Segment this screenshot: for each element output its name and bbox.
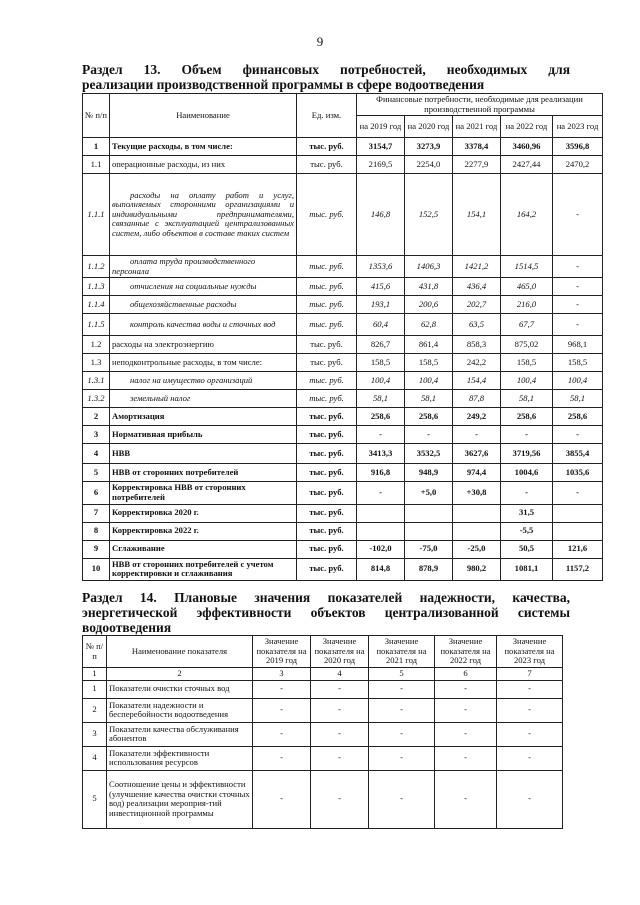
row-value: 158,5 [501,354,553,372]
page-number: 9 [316,34,324,49]
row-value: 121,6 [553,540,603,558]
row-value: - [311,722,369,746]
table-row [83,698,563,722]
table-row [83,336,603,354]
header-year: Значение показателя на 2022 год [435,636,497,668]
row-value: 826,7 [357,336,405,354]
row-num: 1 [83,138,110,156]
column-number: 5 [369,668,435,681]
row-value [453,504,501,522]
row-value: 415,6 [357,278,405,296]
row-value: 100,4 [501,372,553,390]
column-number: 3 [253,668,311,681]
table-row [83,256,603,278]
row-value: -75,0 [405,540,453,558]
row-unit: тыс. руб. [297,444,357,464]
row-num: 1.1.1 [83,174,110,256]
column-number: 7 [497,668,563,681]
table-row [83,504,603,522]
row-value: 3855,4 [553,444,603,464]
row-num: 1.1.5 [83,314,110,336]
row-value: - [311,746,369,770]
row-num: 9 [83,540,110,558]
row-num: 1.1.3 [83,278,110,296]
row-value: - [501,482,553,504]
header-year: Значение показателя на 2019 год [253,636,311,668]
row-name: неподконтрольные расходы, в том числе: [110,354,297,372]
row-value: 875,02 [501,336,553,354]
row-value: 814,8 [357,558,405,580]
row-value: 968,1 [553,336,603,354]
row-value: 2169,5 [357,156,405,174]
row-value: - [311,680,369,698]
row-num: 10 [83,558,110,580]
row-value [405,522,453,540]
header-year: на 2021 год [453,116,501,138]
row-value: - [553,482,603,504]
row-unit: тыс. руб. [297,174,357,256]
row-value: 154,1 [453,174,501,256]
row-value: 1514,5 [501,256,553,278]
row-num: 2 [83,408,110,426]
row-value: - [553,174,603,256]
row-value: 58,1 [357,390,405,408]
row-name: Корректировка НВВ от сторонних потребителей [110,482,297,504]
row-value: 2254,0 [405,156,453,174]
row-value: 974,4 [453,464,501,482]
row-num: 2 [83,698,107,722]
row-value: - [497,698,563,722]
row-value: 2277,9 [453,156,501,174]
row-num: 6 [83,482,110,504]
row-value: 3413,3 [357,444,405,464]
row-value: 1157,2 [553,558,603,580]
row-num: 7 [83,504,110,522]
row-value: - [553,278,603,296]
row-value: 1004,6 [501,464,553,482]
row-unit: тыс. руб. [297,256,357,278]
row-name: расходы на оплату работ и услуг, выполняемых сторонними организациями и индивидуальными предпринимателями, связанные с эксплуатацией централизованных систем, либо объектов в составе таких систем [110,174,297,256]
table-row [83,138,603,156]
row-name: НВВ [110,444,297,464]
table-row [83,522,603,540]
row-value: 31,5 [501,504,553,522]
row-value: 436,4 [453,278,501,296]
row-name: операционные расходы, из них [110,156,297,174]
row-value: - [405,426,453,444]
row-value: 100,4 [405,372,453,390]
row-name: земельный налог [110,390,297,408]
row-name: Нормативная прибыль [110,426,297,444]
row-value: - [253,746,311,770]
table-row [83,278,603,296]
row-value: - [369,698,435,722]
row-value: 1406,3 [405,256,453,278]
row-value: 216,0 [501,296,553,314]
row-unit: тыс. руб. [297,314,357,336]
header-unit: Ед. изм. [297,94,357,138]
row-value: 242,2 [453,354,501,372]
row-value: - [453,426,501,444]
row-name: Корректировка 2022 г. [110,522,297,540]
row-value: +30,8 [453,482,501,504]
row-unit: тыс. руб. [297,408,357,426]
row-unit: тыс. руб. [297,138,357,156]
row-name: Показатели эффективности использования ресурсов [107,746,253,770]
row-num: 1 [83,680,107,698]
section14-title-line3: водоотведения [82,620,172,635]
header-year: Значение показателя на 2021 год [369,636,435,668]
table-row [83,408,603,426]
row-value [357,504,405,522]
row-unit: тыс. руб. [297,336,357,354]
row-value: - [369,770,435,828]
row-num: 1.1 [83,156,110,174]
row-value: 258,6 [405,408,453,426]
row-value: 980,2 [453,558,501,580]
row-value: 62,8 [405,314,453,336]
row-value: 67,7 [501,314,553,336]
header-name: Наименование показателя [107,636,253,668]
row-value: 63,5 [453,314,501,336]
row-value: 100,4 [553,372,603,390]
row-num: 4 [83,746,107,770]
row-value: 861,4 [405,336,453,354]
row-value: 58,1 [405,390,453,408]
table-row [83,296,603,314]
row-value: - [497,770,563,828]
table-row [83,680,563,698]
section13-title-line2: реализации производственной программы в сфере водоотведения [82,77,485,92]
row-name: Корректировка 2020 г. [110,504,297,522]
row-num: 5 [83,770,107,828]
row-num: 1.3.1 [83,372,110,390]
row-num: 1.1.2 [83,256,110,278]
row-value: 164,2 [501,174,553,256]
row-value: - [435,698,497,722]
row-value: 2470,2 [553,156,603,174]
row-num: 1.2 [83,336,110,354]
section14-title-line2: энергетической эффективности объектов централизованной системы [82,605,570,620]
row-value: 158,5 [553,354,603,372]
row-unit: тыс. руб. [297,482,357,504]
table-row [83,354,603,372]
row-value: -25,0 [453,540,501,558]
column-number: 2 [107,668,253,681]
row-value: - [369,722,435,746]
header-year: Значение показателя на 2020 год [311,636,369,668]
row-num: 8 [83,522,110,540]
header-num: № п/п [83,636,107,668]
row-value: - [253,680,311,698]
row-value: 146,8 [357,174,405,256]
row-name: Текущие расходы, в том числе: [110,138,297,156]
row-value: -102,0 [357,540,405,558]
row-value: 152,5 [405,174,453,256]
row-num: 5 [83,464,110,482]
table-row [83,482,603,504]
table-row [83,540,603,558]
row-value: - [435,680,497,698]
row-value: 916,8 [357,464,405,482]
row-value: 3596,8 [553,138,603,156]
section13-title-line1: Раздел 13. Объем финансовых потребностей, необходимых для [82,62,570,77]
table-row [83,174,603,256]
row-value: 858,3 [453,336,501,354]
row-value: 100,4 [357,372,405,390]
row-value: 3532,5 [405,444,453,464]
row-name: Сглаживание [110,540,297,558]
row-value: 154,4 [453,372,501,390]
row-unit: тыс. руб. [297,522,357,540]
row-unit: тыс. руб. [297,504,357,522]
row-value: 58,1 [553,390,603,408]
row-value: 202,7 [453,296,501,314]
row-value: 1035,6 [553,464,603,482]
row-value: 249,2 [453,408,501,426]
header-year: на 2022 год [501,116,553,138]
section13-title [82,62,570,92]
table-row [83,558,603,580]
row-num: 4 [83,444,110,464]
header-year: Значение показателя на 2023 год [497,636,563,668]
row-value [553,522,603,540]
row-value: - [497,680,563,698]
row-unit: тыс. руб. [297,354,357,372]
row-value: 258,6 [553,408,603,426]
row-value: - [497,722,563,746]
header-year: на 2023 год [553,116,603,138]
row-unit: тыс. руб. [297,540,357,558]
row-value: - [253,698,311,722]
row-value: - [553,256,603,278]
row-name: отчисления на социальные нужды [110,278,297,296]
row-value: 3154,7 [357,138,405,156]
row-value: - [253,770,311,828]
row-value: +5,0 [405,482,453,504]
row-value: - [253,722,311,746]
row-value: 3460,96 [501,138,553,156]
row-value: 3719,56 [501,444,553,464]
row-value: - [435,746,497,770]
row-num: 3 [83,722,107,746]
row-value: - [369,680,435,698]
row-num: 1.3.2 [83,390,110,408]
row-value: 258,6 [501,408,553,426]
header-num: № п/п [83,94,110,138]
column-number: 6 [435,668,497,681]
row-value: 60,4 [357,314,405,336]
row-unit: тыс. руб. [297,296,357,314]
row-name: расходы на электроэнергию [110,336,297,354]
row-num: 1.3 [83,354,110,372]
row-value: 2427,44 [501,156,553,174]
row-value: 878,9 [405,558,453,580]
row-value [357,522,405,540]
row-value: 3627,6 [453,444,501,464]
row-value [553,504,603,522]
row-num: 3 [83,426,110,444]
row-value: - [357,426,405,444]
row-name: НВВ от сторонних потребителей с учетом корректировки и сглаживания [110,558,297,580]
row-value: - [435,770,497,828]
row-value: 948,9 [405,464,453,482]
row-num: 1.1.4 [83,296,110,314]
row-value: -5,5 [501,522,553,540]
table-row [83,372,603,390]
row-value: - [553,314,603,336]
section14-title-line1: Раздел 14. Плановые значения показателей надежности, качества, [82,590,570,605]
row-value: - [311,698,369,722]
row-value: 87,8 [453,390,501,408]
table-row [83,770,563,828]
table-row [83,314,603,336]
header-year: на 2020 год [405,116,453,138]
row-value: 193,1 [357,296,405,314]
row-value: 158,5 [405,354,453,372]
table-row [83,464,603,482]
row-name: Показатели очистки сточных вод [107,680,253,698]
row-value: 158,5 [357,354,405,372]
row-value: - [497,746,563,770]
row-value: - [553,426,603,444]
row-name: Показатели качества обслуживания абонентов [107,722,253,746]
table-row [83,426,603,444]
row-value: 1353,6 [357,256,405,278]
row-unit: тыс. руб. [297,278,357,296]
row-value: 3273,9 [405,138,453,156]
row-unit: тыс. руб. [297,390,357,408]
row-value [453,522,501,540]
row-unit: тыс. руб. [297,558,357,580]
header-group: Финансовые потребности, необходимые для реализации производственной программы [357,94,603,116]
financial-needs-table [82,93,603,581]
row-value: - [311,770,369,828]
row-value: - [357,482,405,504]
row-name: Соотношение цены и эффективности (улучшение качества очистки сточных вод) реализации мероприя-тий инвестиционной программы [107,770,253,828]
row-value: 200,6 [405,296,453,314]
section14-title [82,590,570,635]
row-name: Амортизация [110,408,297,426]
column-number: 1 [83,668,107,681]
row-value: 431,8 [405,278,453,296]
row-value: - [435,722,497,746]
row-value: 258,6 [357,408,405,426]
header-name: Наименование [110,94,297,138]
row-unit: тыс. руб. [297,372,357,390]
row-value: 1081,1 [501,558,553,580]
row-name: общехозяйственные расходы [110,296,297,314]
row-name: Показатели надежности и бесперебойности водоотведения [107,698,253,722]
table-row [83,722,563,746]
column-number: 4 [311,668,369,681]
row-name: контроль качества воды и сточных вод [110,314,297,336]
row-value: 50,5 [501,540,553,558]
row-name: налог на имущество организаций [110,372,297,390]
row-value: 58,1 [501,390,553,408]
row-unit: тыс. руб. [297,156,357,174]
row-value: - [553,296,603,314]
table-row [83,156,603,174]
header-year: на 2019 год [357,116,405,138]
row-name: оплата труда производственного персонала [110,256,297,278]
row-value: - [369,746,435,770]
row-value [405,504,453,522]
row-value: - [501,426,553,444]
row-name: НВВ от сторонних потребителей [110,464,297,482]
table-row [83,390,603,408]
row-value: 1421,2 [453,256,501,278]
row-unit: тыс. руб. [297,426,357,444]
row-value: 465,0 [501,278,553,296]
row-unit: тыс. руб. [297,464,357,482]
table-row [83,444,603,464]
indicators-table [82,635,563,829]
table-row [83,746,563,770]
row-value: 3378,4 [453,138,501,156]
